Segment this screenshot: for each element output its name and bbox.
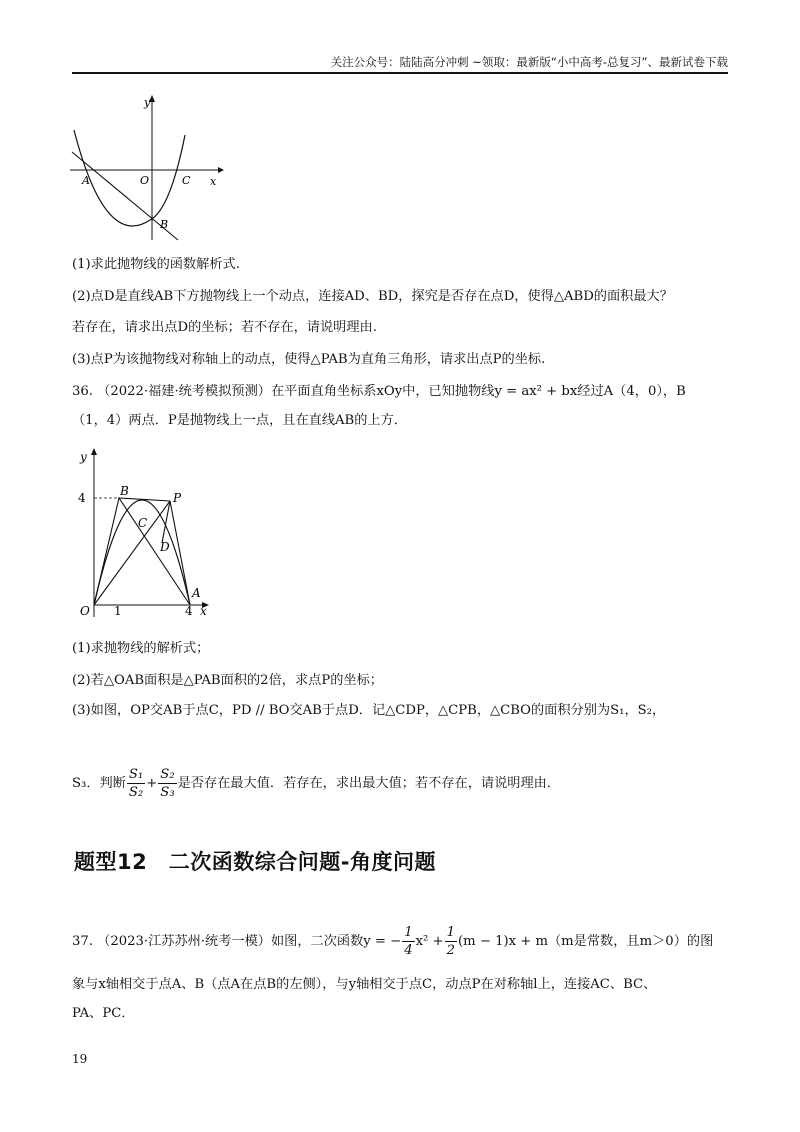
fraction-s1-s2 — [127, 766, 145, 801]
plus-sign: + — [146, 776, 158, 791]
label-b: B — [160, 218, 169, 231]
label-x: x — [210, 175, 217, 188]
figure-parabola-1 — [70, 90, 230, 250]
fraction-1-2-den: 2 — [446, 943, 455, 958]
fraction-s1-s2-num: S₁ — [128, 767, 144, 782]
q37-line1-pre: 37. （2023·江苏苏州·统考一模）如图，二次函数y = − — [72, 934, 402, 949]
page-header: 关注公众号：陆陆高分冲刺 ~领取：最新版“小中高考-总复习”、最新试卷下载 — [330, 55, 728, 69]
header-rule — [72, 72, 728, 74]
label-y-2: y — [80, 450, 87, 464]
label-y: y — [144, 96, 151, 109]
q37-line2: 象与x轴相交于点A、B（点A在点B的左侧），与y轴相交于点C，动点P在对称轴l上，连接AC、BC、 — [72, 977, 657, 992]
tick-4-y: 4 — [78, 491, 86, 505]
q36-part3b — [72, 766, 560, 802]
q35-part1: (1)求此抛物线的函数解析式. — [72, 257, 240, 272]
page-number: 19 — [72, 1052, 88, 1066]
label-p-2: P — [173, 491, 182, 505]
label-o: O — [140, 174, 150, 187]
q37-line1-mid: x² + — [415, 934, 444, 949]
fraction-1-2 — [445, 924, 457, 959]
label-a: A — [82, 174, 90, 187]
parabola-curve — [74, 130, 185, 226]
q36-part3a: (3)如图，OP交AB于点C，PD // BO交AB于点D．记△CDP，△CPB，△CBO的面积分别为S₁，S₂， — [72, 703, 666, 718]
label-b-2: B — [120, 484, 129, 498]
y-axis-arrow-2 — [91, 448, 97, 455]
fraction-1-4-den: 4 — [404, 943, 413, 958]
x-axis-arrow — [218, 167, 224, 173]
tick-4-x: 4 — [185, 604, 193, 618]
fraction-1-4 — [402, 924, 414, 959]
fraction-s2-s3-den: S₃ — [160, 785, 175, 800]
q36-line1: 36. （2022·福建·统考模拟预测）在平面直角坐标系xOy中，已知抛物线y = ax² + bx经过A（4，0），B — [72, 384, 686, 399]
figure-parabola-2 — [72, 445, 222, 620]
q35-part3: (3)点P为该抛物线对称轴上的动点，使得△PAB为直角三角形，请求出点P的坐标. — [72, 352, 546, 367]
label-d-2: D — [160, 540, 170, 554]
q36-part3b-pre: S₃．判断 — [72, 776, 126, 791]
fraction-1-4-num: 1 — [404, 925, 413, 940]
label-c-2: C — [138, 516, 148, 530]
label-a-2: A — [192, 586, 201, 600]
q37-line1-post: (m − 1)x + m（m是常数，且m＞0）的图 — [457, 934, 714, 949]
fraction-s2-s3-num: S₂ — [160, 767, 175, 782]
q37-line3: PA、PC． — [72, 1006, 135, 1021]
q35-part2b: 若存在，请求出点D的坐标；若不存在，请说明理由. — [72, 320, 377, 335]
label-c: C — [182, 174, 191, 187]
label-o-2: O — [80, 604, 90, 618]
fraction-s2-s3 — [158, 766, 176, 801]
q36-part2: (2)若△OAB面积是△PAB面积的2倍，求点P的坐标； — [72, 673, 383, 688]
label-x-2: x — [200, 604, 207, 618]
q37-line1 — [72, 924, 713, 960]
q35-part2a: (2)点D是直线AB下方抛物线上一个动点，连接AD、BD，探究是否存在点D，使得△ABD的面积最大？ — [72, 289, 673, 304]
fraction-1-2-num: 1 — [446, 925, 455, 940]
section-title: 题型12 二次函数综合问题-角度问题 — [74, 850, 436, 874]
q36-line2: （1，4）两点．P是抛物线上一点，且在直线AB的上方． — [72, 413, 407, 428]
fraction-s1-s2-den: S₂ — [128, 785, 144, 800]
q36-part1: (1)求抛物线的解析式； — [72, 641, 210, 656]
tick-1-x: 1 — [114, 604, 122, 618]
q36-part3b-post: 是否存在最大值．若存在，求出最大值；若不存在，请说明理由． — [177, 776, 561, 791]
